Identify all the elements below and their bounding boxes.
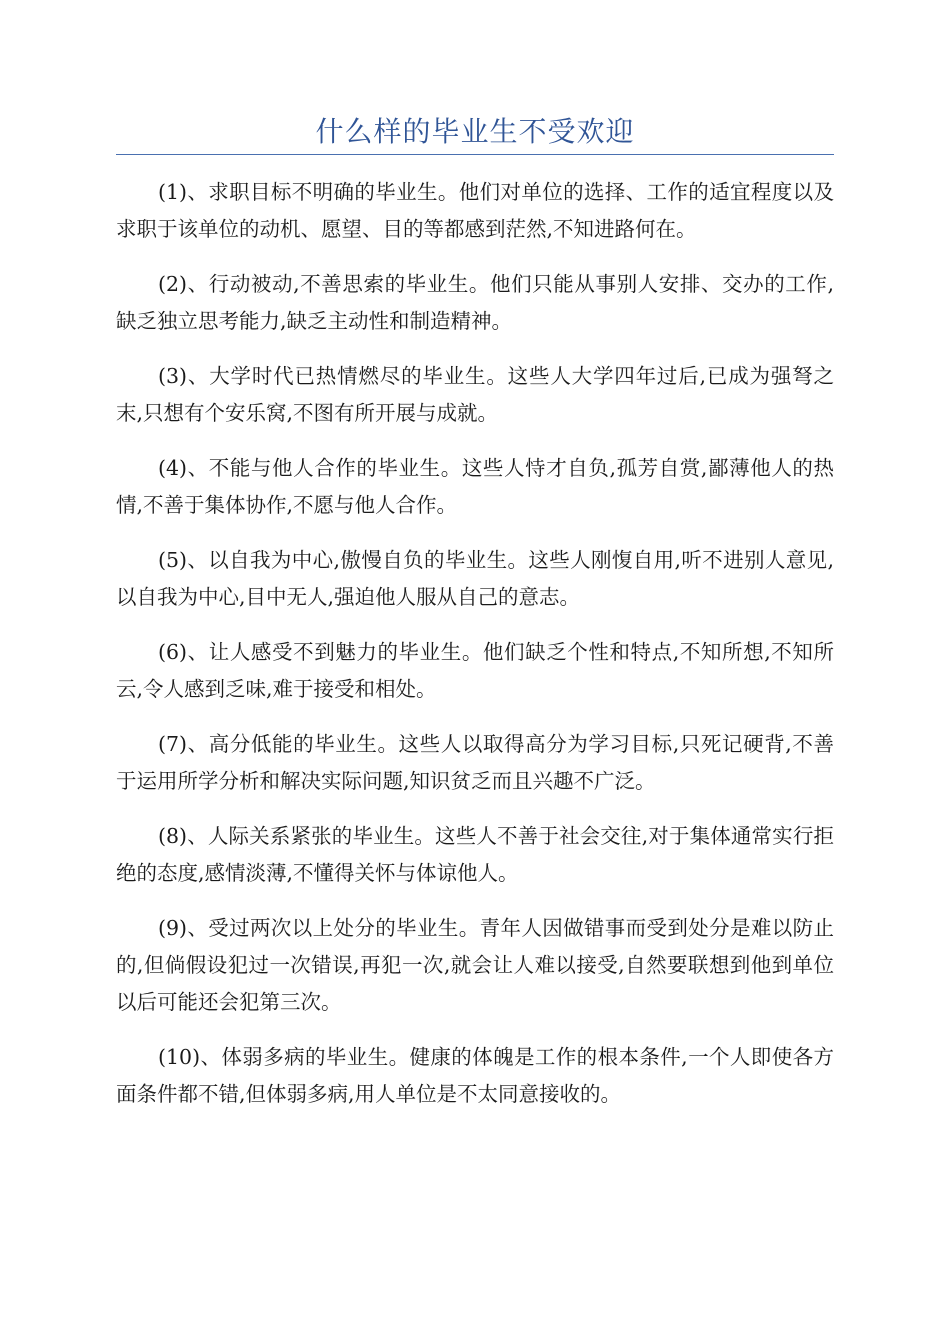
paragraph-4: (4)、不能与他人合作的毕业生。这些人恃才自负,孤芳自赏,鄙薄他人的热情,不善于集体协作,不愿与他人合作。 [116,456,834,517]
document-title: 什么样的毕业生不受欢迎 [315,115,635,148]
paragraph-9: (9)、受过两次以上处分的毕业生。青年人因做错事而受到处分是难以防止的,但倘假设犯过一次错误,再犯一次,就会让人难以接受,自然要联想到他到单位以后可能还会犯第三次。 [116,916,834,1014]
paragraph-2: (2)、行动被动,不善思索的毕业生。他们只能从事别人安排、交办的工作,缺乏独立思考能力,缺乏主动性和制造精神。 [116,272,834,333]
paragraph-10: (10)、体弱多病的毕业生。健康的体魄是工作的根本条件,一个人即使各方面条件都不错,但体弱多病,用人单位是不太同意接收的。 [116,1045,834,1106]
paragraph-7: (7)、高分低能的毕业生。这些人以取得高分为学习目标,只死记硬背,不善于运用所学分析和解决实际问题,知识贫乏而且兴趣不广泛。 [116,732,834,793]
paragraph-6: (6)、让人感受不到魅力的毕业生。他们缺乏个性和特点,不知所想,不知所云,令人感到乏味,难于接受和相处。 [116,640,834,701]
title-underline [116,154,834,155]
paragraph-8: (8)、人际关系紧张的毕业生。这些人不善于社会交往,对于集体通常实行拒绝的态度,感情淡薄,不懂得关怀与体谅他人。 [116,824,834,885]
paragraph-1: (1)、求职目标不明确的毕业生。他们对单位的选择、工作的适宜程度以及求职于该单位的动机、愿望、目的等都感到茫然,不知进路何在。 [116,180,834,241]
paragraph-3: (3)、大学时代已热情燃尽的毕业生。这些人大学四年过后,已成为强弩之末,只想有个安乐窝,不图有所开展与成就。 [116,364,834,425]
document-body [116,174,834,1131]
paragraph-5: (5)、以自我为中心,傲慢自负的毕业生。这些人刚愎自用,听不进别人意见,以自我为中心,目中无人,强迫他人服从自己的意志。 [116,548,834,609]
